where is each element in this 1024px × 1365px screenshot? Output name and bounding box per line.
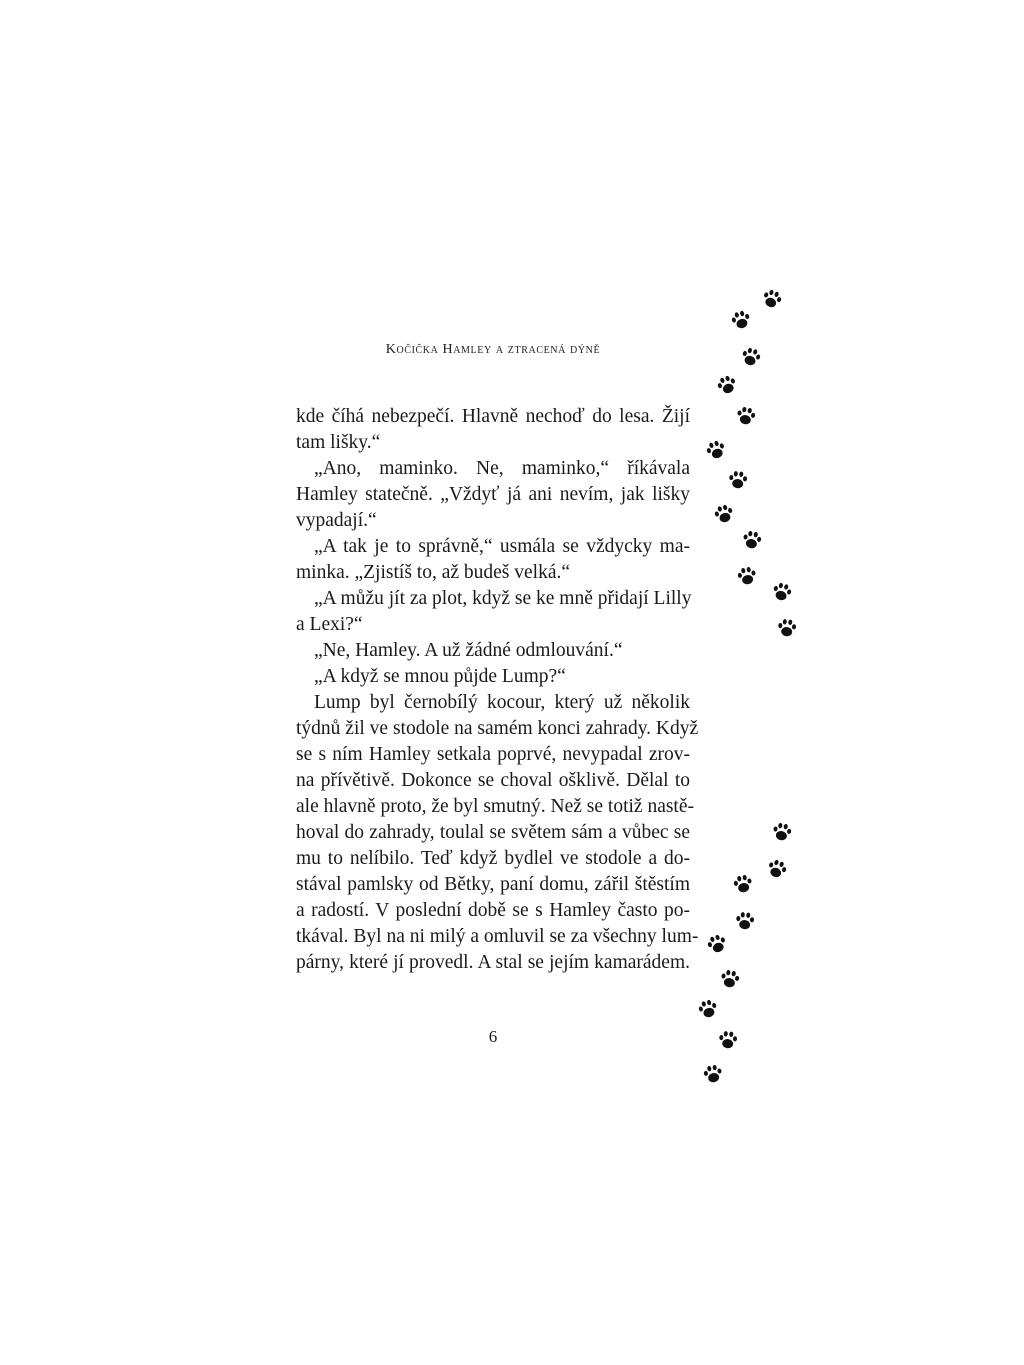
paw-print-icon [726,468,750,492]
text-line: tkával. Byl na ni milý a omluvil se za všechny lum- [296,926,699,947]
text-line: Hamley statečně. „Vždyť já ani nevím, jak lišky [296,484,690,505]
text-line: na přívětivě. Dokonce se choval ošklivě. Dělal to [296,770,690,791]
text-line: ale hlavně proto, že byl smutný. Než se totiž nastě- [296,796,694,817]
text-line: „A když se mnou půjde Lump?“ [314,666,566,687]
paw-print-icon [769,819,794,844]
text-line: „A můžu jít za plot, když se ke mně přidají Lilly [314,588,692,609]
paw-print-icon [713,371,741,399]
page-number: 6 [488,1027,498,1046]
paw-print-icon [775,616,799,640]
paw-print-icon [733,403,758,428]
text-line: hoval do zahrady, toulal se světem sám a vůbec se [296,822,690,843]
paw-print-icon [695,996,722,1023]
text-line: „A tak je to správně,“ usmála se vždycky ma- [314,536,690,557]
text-line: se s ním Hamley setkala poprvé, nevypadal zrov- [296,744,690,765]
text-line: a radostí. V poslední době se s Hamley často po- [296,900,690,921]
text-line: kde číhá nebezpečí. Hlavně nechoď do lesa. Žijí [296,406,690,427]
text-line: párny, které jí provedl. A stal se jejím kamarádem. [296,952,690,973]
paw-print-icon [703,930,731,958]
paw-print-icon [734,563,759,588]
text-line: týdnů žil ve stodole na samém konci zahrady. Když [296,718,699,739]
text-line: tam lišky.“ [296,432,381,453]
text-line: „Ano, maminko. Ne, maminko,“ říkávala [314,458,690,479]
running-title: Kočička Hamley a ztracená dýně [385,342,601,357]
paw-print-icon [716,1028,740,1052]
paw-print-icon [733,909,757,933]
paw-print-icon [758,285,786,313]
text-line: minka. „Zjistíš to, až budeš velká.“ [296,562,571,583]
paw-print-icon [738,344,765,371]
text-line: mu to nelíbilo. Teď když bydlel ve stodole a do- [296,848,690,869]
paw-print-icon [700,1061,725,1086]
body-text [296,404,699,976]
text-line: „Ne, Hamley. A už žádné odmlouvání.“ [314,640,623,661]
paw-print-icon [711,501,738,528]
paw-print-icon [702,436,730,464]
paw-print-icon [763,855,791,883]
paw-print-icon [730,871,755,896]
text-line: vypadají.“ [296,510,377,531]
text-line: a Lexi?“ [296,614,363,635]
paw-print-icon [739,527,764,552]
paw-print-icon [769,579,796,606]
text-line: Lump byl černobílý kocour, který už několik [314,692,690,713]
paw-print-icon [717,966,742,991]
paw-print-icon [728,307,755,334]
text-line: stával pamlsky od Bětky, paní domu, zářil štěstím [296,874,690,895]
